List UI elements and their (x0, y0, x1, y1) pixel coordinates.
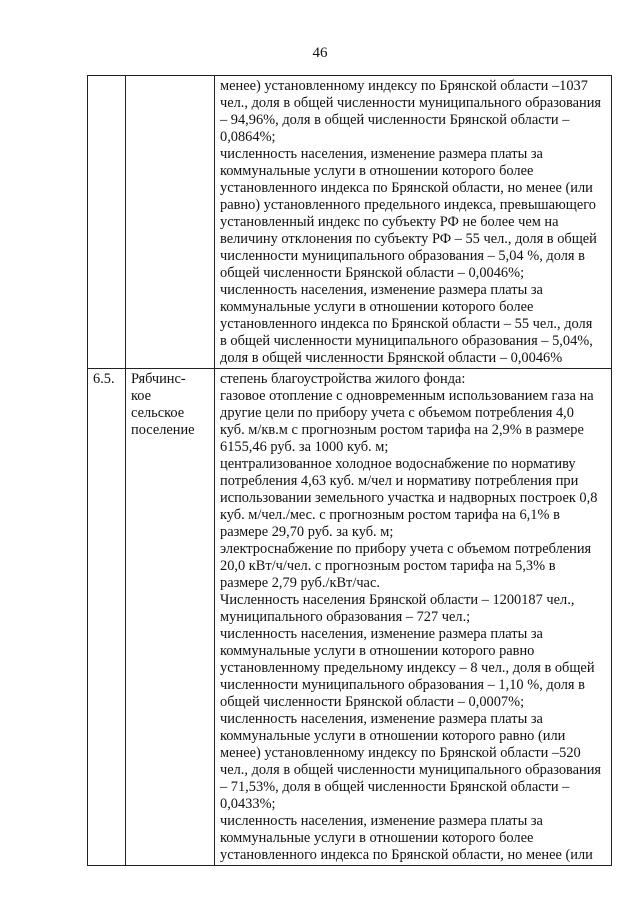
paragraph: численность населения, изменение размера платы за коммунальные услуги в отношении которого более установленного индекса по Брянской области, но менее (или (220, 813, 593, 863)
row-name-cell (126, 76, 215, 369)
paragraph: электроснабжение по прибору учета с объемом потребления 20,0 кВт/ч/чел. с прогнозным ростом тарифа на 5,3% в размере 2,79 руб./кВт/час. (220, 541, 592, 591)
table-row (88, 369, 612, 866)
paragraph: газовое отопление с одновременным использованием газа на другие цели по прибору учета с объемом потребления 4,0 куб. м/кв.м с прогнозным ростом тарифа на 2,9% в размере 6155,46 руб. за 1000 куб. м; (220, 388, 594, 455)
paragraph: численность населения, изменение размера платы за коммунальные услуги в отношении которого более установленного индекса по Брянской области, но менее (или равно) установленного предельного индекса, превышающего установленный индекс по субъекту РФ не более чем на величину отклонения по субъекту РФ – 55 чел., доля в общей численности муниципального образования – 5,04 %, доля в общей численности Брянской области – 0,0046%; (220, 146, 597, 281)
row-text-cell (215, 76, 612, 369)
paragraph: менее) установленному индексу по Брянской области –1037 чел., доля в общей численности муниципального образования – 94,96%, доля в общей численности Брянской области – 0,0864%; (220, 78, 602, 145)
table-row (88, 76, 612, 369)
paragraph: численность населения, изменение размера платы за коммунальные услуги в отношении которого равно установленному предельному индексу – 8 чел., доля в общей численности муниципального образования – 1,10 %, доля в общей численности Брянской области – 0,0007%; (220, 626, 595, 710)
paragraph: численность населения, изменение размера платы за коммунальные услуги в отношении которого равно (или менее) установленному индексу по Брянской области –520 чел., доля в общей численности муниципального образования – 71,53%, доля в общей численности Брянской области – 0,0433%; (220, 711, 602, 812)
paragraph: степень благоустройства жилого фонда: (220, 371, 466, 387)
row-number-cell (88, 76, 126, 369)
paragraph: численность населения, изменение размера платы за коммунальные услуги в отношении которого более установленного индекса по Брянской области – 55 чел., доля в общей численности муниципального образования – 5,04%, доля в общей численности Брянской области – 0,0046% (220, 282, 593, 366)
paragraph: централизованное холодное водоснабжение по нормативу потребления 4,63 куб. м/чел и нормативу потребления при использовании земельного участка и надворных построек 0,8 куб. м/чел./мес. с прогнозным ростом тарифа на 6,1% в размере 29,70 руб. за куб. м; (220, 456, 598, 540)
row-name-cell (126, 369, 215, 866)
municipality-name: Рябчинс- кое сельское поселение (131, 371, 195, 438)
document-table (87, 75, 612, 866)
paragraph: Численность населения Брянской области – 1200187 чел., муниципального образования – 727 чел.; (220, 592, 575, 625)
page-number: 46 (312, 45, 328, 61)
row-number-cell: 6.5. (88, 369, 126, 866)
row-text-cell (215, 369, 612, 866)
